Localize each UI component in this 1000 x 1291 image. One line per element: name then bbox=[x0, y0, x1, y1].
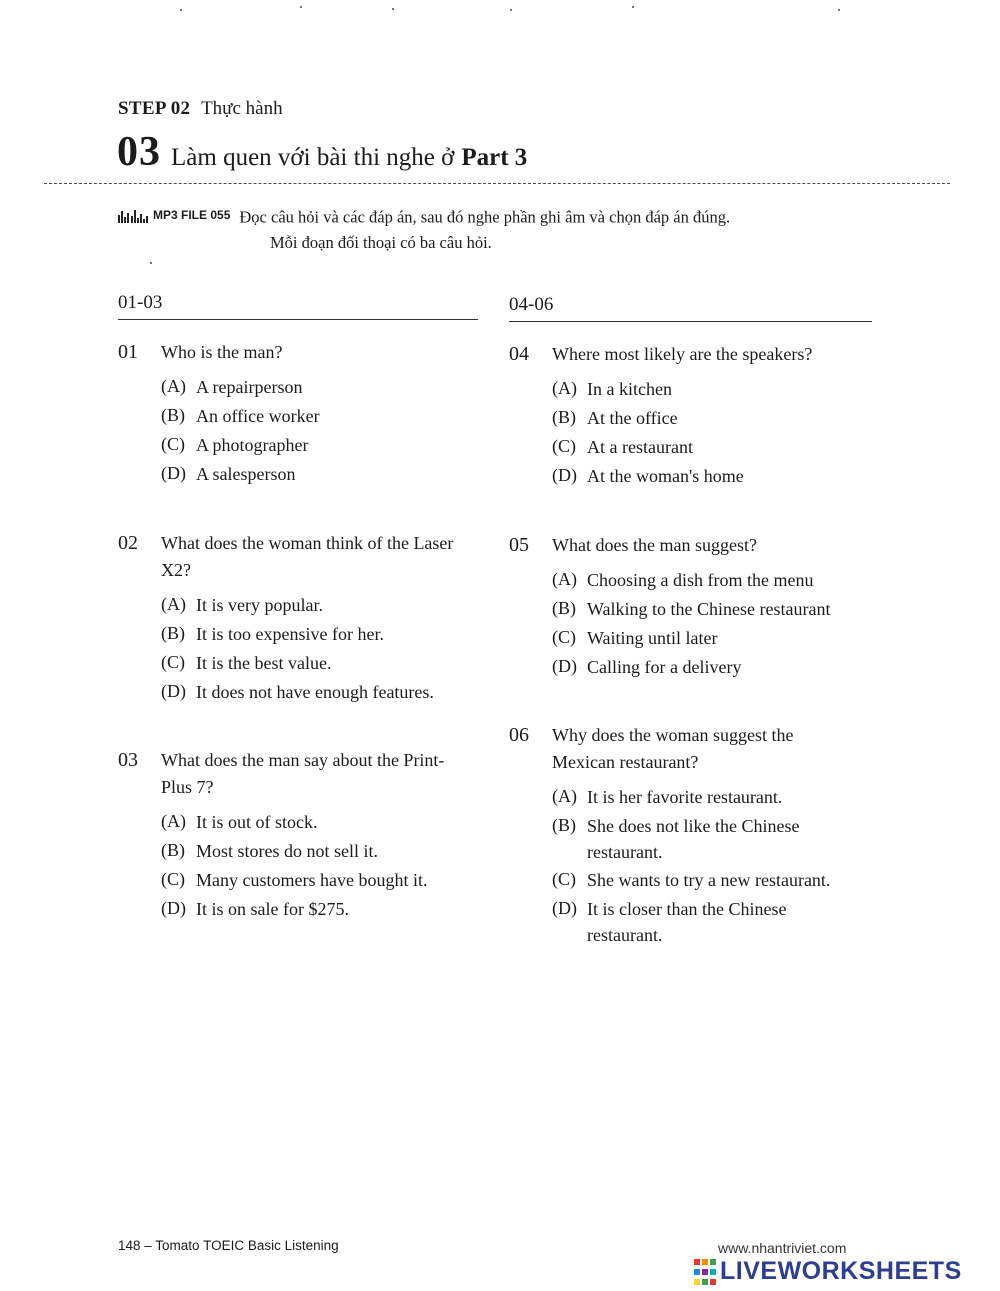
option-letter: (C) bbox=[552, 869, 576, 889]
option-text: A repairperson bbox=[196, 377, 303, 397]
answer-option-a[interactable] bbox=[552, 782, 852, 811]
answer-option-d[interactable] bbox=[552, 461, 889, 490]
option-letter: (B) bbox=[161, 623, 185, 643]
answer-option-a[interactable] bbox=[552, 374, 889, 403]
question-03 bbox=[118, 747, 463, 923]
answer-option-a[interactable] bbox=[161, 807, 463, 836]
answer-option-b[interactable] bbox=[552, 594, 889, 623]
question-number: 03 bbox=[118, 749, 138, 771]
option-letter: (B) bbox=[161, 840, 185, 860]
question-02 bbox=[118, 530, 463, 706]
step-label: STEP 02 bbox=[118, 98, 191, 119]
mp3-badge bbox=[118, 203, 239, 228]
option-letter: (D) bbox=[552, 898, 577, 918]
option-letter: (B) bbox=[552, 815, 576, 835]
option-letter: (A) bbox=[161, 811, 186, 831]
answer-option-c[interactable] bbox=[552, 865, 852, 894]
option-text: Calling for a delivery bbox=[587, 657, 742, 677]
option-text: It does not have enough features. bbox=[196, 682, 434, 702]
answer-option-c[interactable] bbox=[552, 623, 889, 652]
option-text: It is closer than the Chinese restaurant. bbox=[587, 899, 787, 945]
option-letter: (C) bbox=[161, 869, 185, 889]
scan-speck bbox=[838, 9, 840, 11]
option-letter: (D) bbox=[552, 465, 577, 485]
section-heading-01-03: 01-03 bbox=[118, 292, 478, 320]
option-text: At a restaurant bbox=[587, 437, 693, 457]
audio-bars-icon bbox=[118, 209, 148, 223]
option-text: A salesperson bbox=[196, 464, 296, 484]
site-url-link[interactable]: www.nhantriviet.com bbox=[718, 1240, 847, 1256]
instruction bbox=[118, 203, 730, 255]
scan-speck bbox=[510, 9, 512, 11]
option-text: It is her favorite restaurant. bbox=[587, 787, 783, 807]
option-letter: (C) bbox=[161, 652, 185, 672]
option-text: It is on sale for $275. bbox=[196, 899, 349, 919]
step-subtitle: Thực hành bbox=[201, 98, 283, 119]
step-heading bbox=[118, 98, 283, 120]
dashed-divider bbox=[44, 183, 950, 184]
answer-option-c[interactable] bbox=[161, 865, 463, 894]
answer-option-b[interactable] bbox=[552, 811, 852, 865]
option-text: Most stores do not sell it. bbox=[196, 841, 379, 861]
answer-option-a[interactable] bbox=[161, 372, 478, 401]
answer-option-d[interactable] bbox=[161, 894, 463, 923]
page-footer: 148 – Tomato TOEIC Basic Listening bbox=[118, 1238, 339, 1253]
liveworksheets-logo[interactable] bbox=[694, 1257, 962, 1286]
instruction-line-1: Đọc câu hỏi và các đáp án, sau đó nghe phần ghi âm và chọn đáp án đúng. bbox=[239, 207, 731, 227]
option-letter: (C) bbox=[552, 627, 576, 647]
scan-speck bbox=[632, 6, 634, 8]
option-text: She wants to try a new restaurant. bbox=[587, 870, 831, 890]
option-text: It is out of stock. bbox=[196, 812, 318, 832]
question-06 bbox=[509, 722, 879, 948]
liveworksheets-logo-icon bbox=[694, 1259, 716, 1285]
answer-option-a[interactable] bbox=[552, 565, 889, 594]
answer-option-b[interactable] bbox=[161, 401, 478, 430]
option-text: It is too expensive for her. bbox=[196, 624, 384, 644]
option-text: Many customers have bought it. bbox=[196, 870, 428, 890]
question-05 bbox=[509, 532, 889, 681]
question-text: Where most likely are the speakers? bbox=[552, 344, 813, 364]
lesson-title-part: Part 3 bbox=[461, 144, 528, 171]
question-number: 06 bbox=[509, 724, 529, 746]
answer-option-c[interactable] bbox=[161, 430, 478, 459]
question-text: What does the man say about the Print-Plus 7? bbox=[161, 750, 445, 797]
question-number: 04 bbox=[509, 343, 529, 365]
option-letter: (A) bbox=[161, 376, 186, 396]
option-text: At the office bbox=[587, 408, 678, 428]
option-letter: (A) bbox=[552, 569, 577, 589]
scan-speck bbox=[392, 8, 394, 10]
answer-option-b[interactable] bbox=[161, 836, 463, 865]
option-letter: (D) bbox=[161, 681, 186, 701]
answer-option-d[interactable] bbox=[552, 894, 852, 948]
option-text: An office worker bbox=[196, 406, 320, 426]
lesson-number: 03 bbox=[117, 129, 161, 175]
answer-option-d[interactable] bbox=[161, 459, 478, 488]
option-text: She does not like the Chinese restaurant. bbox=[587, 816, 800, 862]
lesson-title-text: Làm quen với bài thi nghe ở bbox=[171, 144, 455, 171]
option-letter: (D) bbox=[552, 656, 577, 676]
scan-speck bbox=[300, 6, 302, 8]
option-text: It is the best value. bbox=[196, 653, 332, 673]
option-letter: (D) bbox=[161, 463, 186, 483]
answer-option-d[interactable] bbox=[161, 677, 463, 706]
option-letter: (D) bbox=[161, 898, 186, 918]
question-04 bbox=[509, 341, 889, 490]
option-letter: (C) bbox=[161, 434, 185, 454]
option-letter: (A) bbox=[161, 594, 186, 614]
question-text: Who is the man? bbox=[161, 342, 283, 362]
option-letter: (A) bbox=[552, 378, 577, 398]
answer-option-a[interactable] bbox=[161, 590, 463, 619]
question-text: What does the woman think of the Laser X2? bbox=[161, 533, 454, 580]
lesson-title bbox=[117, 128, 527, 176]
section-heading-04-06: 04-06 bbox=[509, 294, 872, 322]
scan-speck bbox=[180, 9, 182, 11]
option-text: Walking to the Chinese restaurant bbox=[587, 599, 831, 619]
option-letter: (C) bbox=[552, 436, 576, 456]
mp3-file-label: MP3 FILE 055 bbox=[153, 208, 231, 222]
option-letter: (A) bbox=[552, 786, 577, 806]
option-letter: (B) bbox=[161, 405, 185, 425]
scan-speck bbox=[150, 262, 152, 264]
question-number: 01 bbox=[118, 341, 138, 363]
liveworksheets-brand: LIVEWORKSHEETS bbox=[720, 1257, 962, 1285]
instruction-line-2: Mỗi đoạn đối thoại có ba câu hỏi. bbox=[270, 232, 492, 252]
question-text: Why does the woman suggest the Mexican restaurant? bbox=[552, 725, 794, 772]
option-text: It is very popular. bbox=[196, 595, 323, 615]
option-letter: (B) bbox=[552, 407, 576, 427]
answer-option-d[interactable] bbox=[552, 652, 889, 681]
question-number: 05 bbox=[509, 534, 529, 556]
answer-option-c[interactable] bbox=[552, 432, 889, 461]
answer-option-c[interactable] bbox=[161, 648, 463, 677]
answer-option-b[interactable] bbox=[161, 619, 463, 648]
question-text: What does the man suggest? bbox=[552, 535, 757, 555]
option-text: A photographer bbox=[196, 435, 309, 455]
answer-option-b[interactable] bbox=[552, 403, 889, 432]
option-text: At the woman's home bbox=[587, 466, 744, 486]
question-number: 02 bbox=[118, 532, 138, 554]
option-text: Waiting until later bbox=[587, 628, 718, 648]
option-text: In a kitchen bbox=[587, 379, 672, 399]
question-01 bbox=[118, 339, 478, 488]
option-text: Choosing a dish from the menu bbox=[587, 570, 814, 590]
option-letter: (B) bbox=[552, 598, 576, 618]
